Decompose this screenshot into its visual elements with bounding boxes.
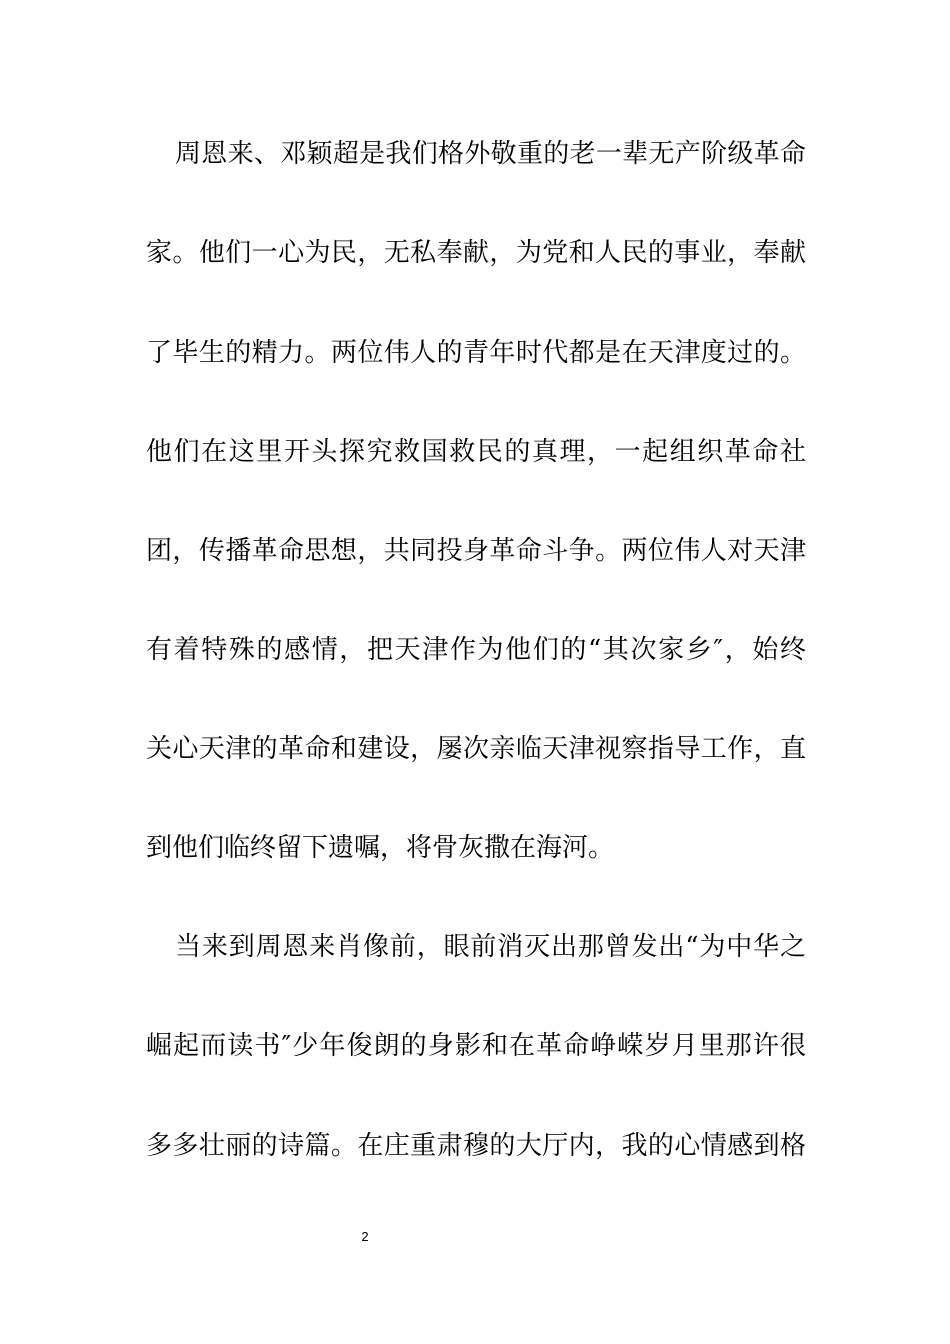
page-number: 2 (361, 1229, 369, 1244)
text-line: 他们在这里开头探究救国救民的真理，一起组织革命社 (146, 437, 806, 467)
text-line: 崛起而读书″少年俊朗的身影和在革命峥嵘岁月里那许很 (146, 1031, 806, 1061)
text-line: 多多壮丽的诗篇。在庄重肃穆的大厅内，我的心情感到格 (146, 1131, 806, 1161)
text-line: 家。他们一心为民，无私奉献，为党和人民的事业，奉献 (146, 238, 806, 268)
text-line: 当来到周恩来肖像前，眼前消灭出那曾发出“为中华之 (175, 932, 806, 962)
text-line: 关心天津的革命和建设，屡次亲临天津视察指导工作，直 (146, 734, 806, 764)
text-line: 到他们临终留下遗嘱，将骨灰撒在海河。 (146, 833, 615, 863)
text-line: 周恩来、邓颖超是我们格外敬重的老一辈无产阶级革命 (175, 139, 806, 169)
text-line: 了毕生的精力。两位伟人的青年时代都是在天津度过的。 (146, 338, 806, 368)
text-line: 有着特殊的感情，把天津作为他们的“其次家乡″，始终 (146, 635, 806, 665)
text-line: 团，传播革命思想，共同投身革命斗争。两位伟人对天津 (146, 536, 806, 566)
